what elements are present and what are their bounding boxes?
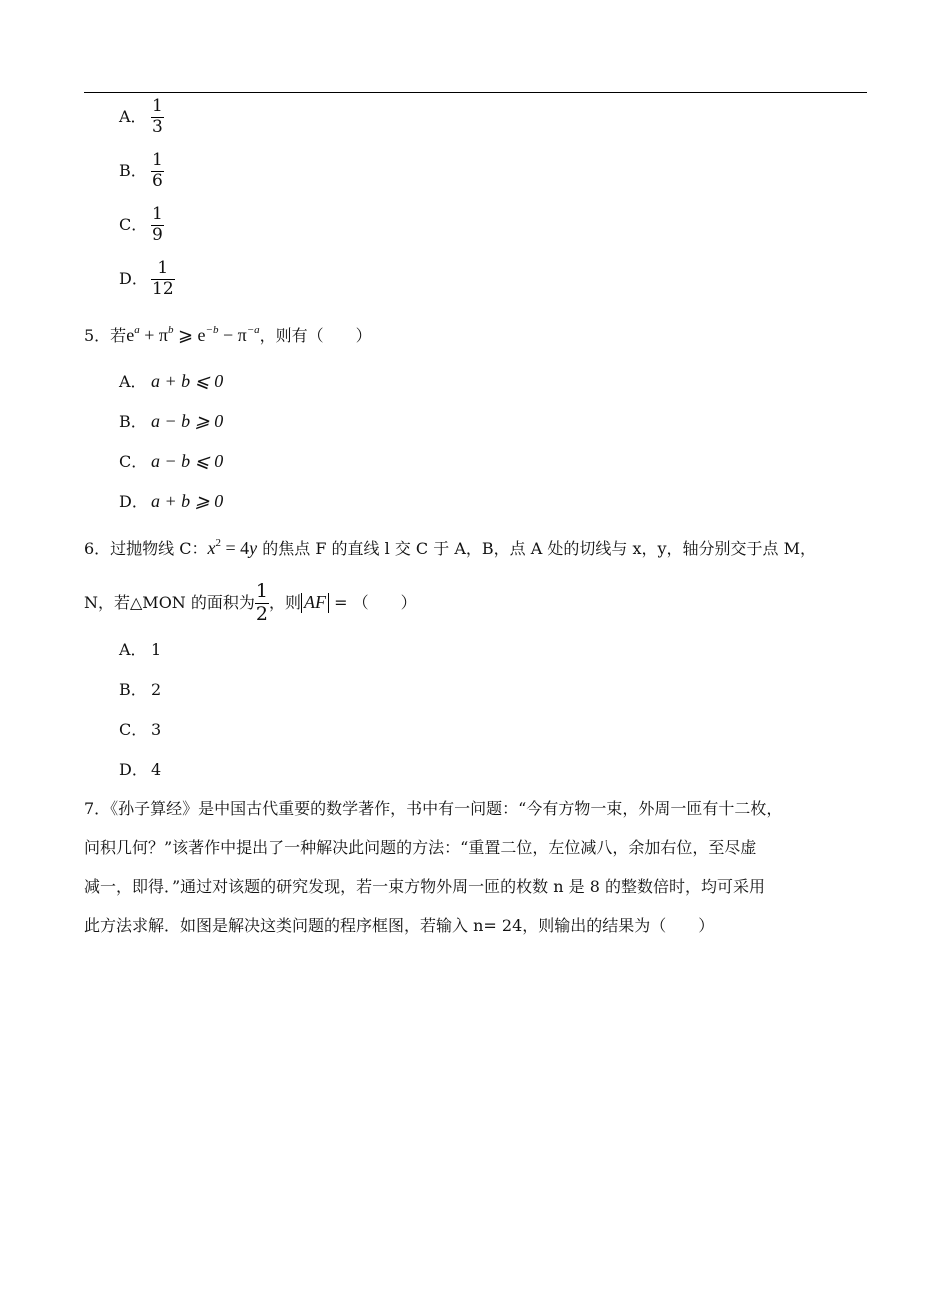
q7-line: 问积几何？”该著作中提出了一种解决此问题的方法：“重置二位，左位减八，余加右位，至尽虚: [84, 838, 757, 857]
q4-option-b[interactable]: [119, 151, 164, 191]
q7-line: 减一，即得．”通过对该题的研究发现，若一束方物外周一匝的枚数 n 是 8 的整数倍时，均可采用: [84, 877, 766, 896]
q5-option-c[interactable]: [119, 452, 223, 470]
option-label: C．: [119, 452, 148, 471]
q6-option-b[interactable]: [119, 682, 161, 698]
option-label: B．: [119, 680, 147, 699]
option-value: 3: [151, 720, 162, 739]
option-expression: a + b ⩽ 0: [151, 371, 224, 391]
option-value: 4: [151, 760, 162, 779]
option-label: D．: [119, 492, 148, 511]
q5-option-a[interactable]: [119, 372, 223, 390]
header-rule: [84, 92, 867, 93]
option-label: A．: [119, 372, 147, 391]
fraction: $\frac{1}{9}$: [152, 204, 163, 245]
q6-stem-line2: N，若△MON 的面积为 $\frac{1}{2}$ ，则 AF = （ ）: [84, 580, 417, 625]
option-label: C．: [119, 214, 148, 234]
q7-line: 此方法求解．如图是解决这类问题的程序框图，若输入 n= 24，则输出的结果为（ ）: [84, 916, 715, 935]
q6-stem-line1: 6．过抛物线 C：$x^2 = 4y$ 的焦点 F 的直线 l 交 C 于 A，B，点 A 处的切线与 x，y，轴分别交于点 M，: [84, 537, 816, 558]
fraction: $\frac{1}{3}$: [152, 96, 163, 137]
option-label: A．: [119, 106, 147, 126]
q6-parabola: $x^2 = 4y$: [207, 537, 258, 558]
q6-option-d[interactable]: [119, 762, 161, 778]
option-label: C．: [119, 720, 148, 739]
q4-option-c[interactable]: [119, 205, 164, 245]
option-value: 1: [151, 640, 162, 659]
q5-inequality: $e^a + \pi^b$ ⩾ $e^{-b} - \pi^{-a}$: [126, 324, 260, 345]
q6-option-a[interactable]: [119, 642, 161, 658]
q7-line: 7．《孙子算经》是中国古代重要的数学著作，书中有一问题：“今有方物一束，外周一匝有十二枚，: [84, 799, 783, 818]
fraction: $\frac{1}{12}$: [152, 258, 174, 299]
abs-af: AF: [301, 593, 329, 613]
q5-option-d[interactable]: [119, 492, 223, 510]
q5-stem: 5．若$e^a + \pi^b$ ⩾ $e^{-b} - \pi^{-a}$，则有（ ）: [84, 324, 372, 345]
q7-stem: [84, 789, 867, 945]
option-label: B．: [119, 412, 147, 431]
fraction: $\frac{1}{6}$: [152, 150, 163, 191]
option-expression: a − b ⩾ 0: [151, 411, 224, 431]
option-value: 2: [151, 680, 162, 699]
option-label: B．: [119, 160, 147, 180]
option-label: D．: [119, 268, 148, 288]
q6-option-c[interactable]: [119, 722, 161, 738]
q5-option-b[interactable]: [119, 412, 223, 430]
option-expression: a + b ⩾ 0: [151, 491, 224, 511]
option-label: A．: [119, 640, 147, 659]
q4-option-d[interactable]: [119, 259, 175, 299]
q4-option-a[interactable]: [119, 97, 164, 137]
option-expression: a − b ⩽ 0: [151, 451, 224, 471]
option-label: D．: [119, 760, 148, 779]
fraction-one-half: $\frac{1}{2}$: [255, 580, 268, 625]
